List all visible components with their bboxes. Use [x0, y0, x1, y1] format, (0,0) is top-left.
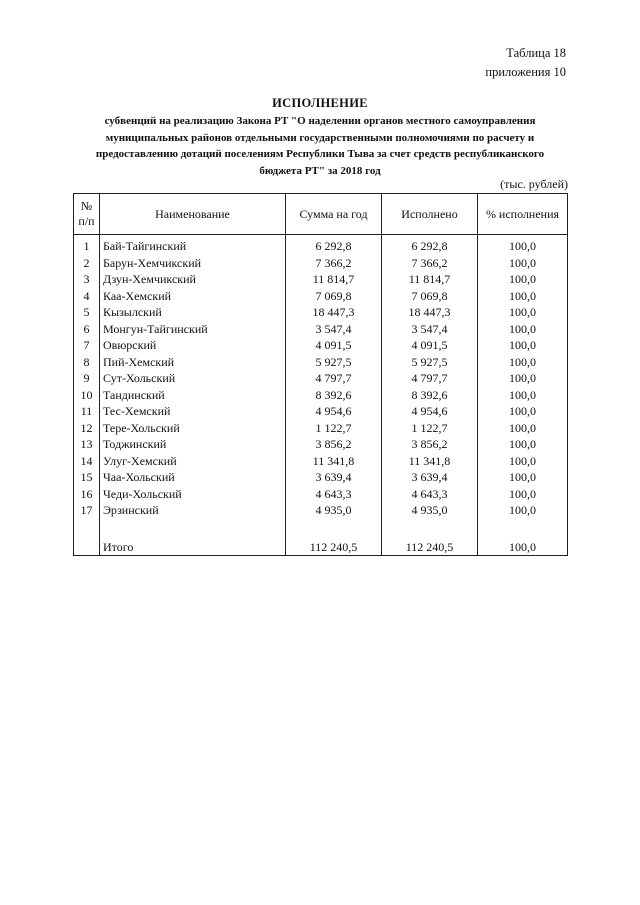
row-name: Чаа-Хольский — [100, 469, 286, 486]
row-number: 10 — [74, 387, 100, 404]
row-annual-sum: 4 954,6 — [286, 403, 382, 420]
document-title: ИСПОЛНЕНИЕ — [272, 96, 368, 110]
row-annual-sum: 4 935,0 — [286, 502, 382, 519]
row-percent: 100,0 — [478, 288, 568, 305]
row-annual-sum: 3 856,2 — [286, 436, 382, 453]
subtitle-line: предоставлению дотаций поселениям Республики Тыва за счет средств республиканского — [95, 148, 545, 160]
row-executed: 7 366,2 — [382, 255, 478, 272]
row-percent: 100,0 — [478, 453, 568, 470]
header-name: Наименование — [100, 194, 286, 235]
row-executed: 7 069,8 — [382, 288, 478, 305]
table-row — [74, 304, 568, 321]
row-executed: 4 954,6 — [382, 403, 478, 420]
table-row — [74, 453, 568, 470]
table-body — [74, 235, 568, 556]
row-executed: 8 392,6 — [382, 387, 478, 404]
row-percent: 100,0 — [478, 304, 568, 321]
row-name: Тоджинский — [100, 436, 286, 453]
row-number: 15 — [74, 469, 100, 486]
row-annual-sum: 4 797,7 — [286, 370, 382, 387]
document-subtitle — [70, 113, 570, 179]
row-name: Тере-Хольский — [100, 420, 286, 437]
row-executed: 11 341,8 — [382, 453, 478, 470]
table-row — [74, 288, 568, 305]
table-row — [74, 469, 568, 486]
row-number: 8 — [74, 354, 100, 371]
table-row — [74, 420, 568, 437]
row-number: 1 — [74, 235, 100, 255]
row-number: 5 — [74, 304, 100, 321]
table-row — [74, 321, 568, 338]
row-annual-sum: 11 341,8 — [286, 453, 382, 470]
table-row — [74, 502, 568, 519]
spacer-cell — [478, 519, 568, 539]
row-percent: 100,0 — [478, 403, 568, 420]
row-number: 3 — [74, 271, 100, 288]
row-number: 6 — [74, 321, 100, 338]
row-name: Пий-Хемский — [100, 354, 286, 371]
row-executed: 3 639,4 — [382, 469, 478, 486]
row-annual-sum: 3 547,4 — [286, 321, 382, 338]
row-number: 16 — [74, 486, 100, 503]
row-executed: 4 935,0 — [382, 502, 478, 519]
row-number: 9 — [74, 370, 100, 387]
row-name: Кызылский — [100, 304, 286, 321]
table-row — [74, 354, 568, 371]
subtitle-line: муниципальных районов отдельными государственными полномочиями по расчету и — [105, 131, 535, 144]
row-annual-sum: 8 392,6 — [286, 387, 382, 404]
row-name: Монгун-Тайгинский — [100, 321, 286, 338]
row-percent: 100,0 — [478, 502, 568, 519]
row-executed: 11 814,7 — [382, 271, 478, 288]
spacer-cell — [74, 519, 100, 539]
row-executed: 4 091,5 — [382, 337, 478, 354]
row-name: Овюрский — [100, 337, 286, 354]
row-name: Чеди-Хольский — [100, 486, 286, 503]
row-percent: 100,0 — [478, 271, 568, 288]
row-annual-sum: 18 447,3 — [286, 304, 382, 321]
table-header-row — [74, 194, 568, 235]
row-annual-sum: 7 366,2 — [286, 255, 382, 272]
row-executed: 1 122,7 — [382, 420, 478, 437]
row-percent: 100,0 — [478, 321, 568, 338]
row-percent: 100,0 — [478, 337, 568, 354]
row-percent: 100,0 — [478, 486, 568, 503]
row-executed: 4 643,3 — [382, 486, 478, 503]
table-label: Таблица 18 — [506, 46, 566, 60]
row-percent: 100,0 — [478, 354, 568, 371]
row-name: Улуг-Хемский — [100, 453, 286, 470]
table-row — [74, 436, 568, 453]
row-percent: 100,0 — [478, 255, 568, 272]
table-row — [74, 486, 568, 503]
row-name: Тандинский — [100, 387, 286, 404]
row-number: 12 — [74, 420, 100, 437]
table-row — [74, 370, 568, 387]
row-executed: 18 447,3 — [382, 304, 478, 321]
row-annual-sum: 6 292,8 — [286, 235, 382, 255]
total-percent: 100,0 — [478, 539, 568, 556]
table-row — [74, 337, 568, 354]
row-number: 17 — [74, 502, 100, 519]
row-number: 11 — [74, 403, 100, 420]
row-name: Дзун-Хемчикский — [100, 271, 286, 288]
row-name: Бай-Тайгинский — [100, 235, 286, 255]
header-executed: Исполнено — [382, 194, 478, 235]
row-annual-sum: 4 643,3 — [286, 486, 382, 503]
row-percent: 100,0 — [478, 420, 568, 437]
total-number — [74, 539, 100, 556]
spacer-cell — [100, 519, 286, 539]
total-executed: 112 240,5 — [382, 539, 478, 556]
row-number: 7 — [74, 337, 100, 354]
header-num — [74, 194, 100, 235]
row-executed: 5 927,5 — [382, 354, 478, 371]
header-num-line2: п/п — [78, 214, 95, 228]
total-row — [74, 539, 568, 556]
table-reference — [485, 44, 566, 82]
row-number: 13 — [74, 436, 100, 453]
table-row — [74, 403, 568, 420]
row-annual-sum: 11 814,7 — [286, 271, 382, 288]
subtitle-line: субвенций на реализацию Закона РТ "О наделении органов местного самоуправления — [104, 115, 536, 127]
row-name: Барун-Хемчикский — [100, 255, 286, 272]
row-number: 4 — [74, 288, 100, 305]
table-row — [74, 255, 568, 272]
row-executed: 4 797,7 — [382, 370, 478, 387]
row-annual-sum: 3 639,4 — [286, 469, 382, 486]
row-executed: 3 547,4 — [382, 321, 478, 338]
row-name: Сут-Хольский — [100, 370, 286, 387]
row-executed: 6 292,8 — [382, 235, 478, 255]
spacer-cell — [286, 519, 382, 539]
row-number: 2 — [74, 255, 100, 272]
row-annual-sum: 4 091,5 — [286, 337, 382, 354]
row-name: Тес-Хемский — [100, 403, 286, 420]
total-annual-sum: 112 240,5 — [286, 539, 382, 556]
row-number: 14 — [74, 453, 100, 470]
appendix-label: приложения 10 — [485, 65, 566, 79]
spacer-cell — [382, 519, 478, 539]
header-annual-sum: Сумма на год — [286, 194, 382, 235]
row-percent: 100,0 — [478, 387, 568, 404]
row-name: Эрзинский — [100, 502, 286, 519]
subtitle-line: бюджета РТ" за 2018 год — [259, 164, 381, 177]
row-executed: 3 856,2 — [382, 436, 478, 453]
row-percent: 100,0 — [478, 436, 568, 453]
row-percent: 100,0 — [478, 370, 568, 387]
spacer-row — [74, 519, 568, 539]
row-annual-sum: 5 927,5 — [286, 354, 382, 371]
execution-table — [73, 193, 568, 556]
table-row — [74, 387, 568, 404]
header-num-line1: № — [80, 199, 93, 213]
row-percent: 100,0 — [478, 235, 568, 255]
row-annual-sum: 1 122,7 — [286, 420, 382, 437]
units-label: (тыс. рублей) — [500, 177, 568, 191]
header-percent: % исполнения — [478, 194, 568, 235]
row-annual-sum: 7 069,8 — [286, 288, 382, 305]
row-percent: 100,0 — [478, 469, 568, 486]
total-label: Итого — [100, 539, 286, 556]
row-name: Каа-Хемский — [100, 288, 286, 305]
table-row — [74, 235, 568, 255]
table-row — [74, 271, 568, 288]
